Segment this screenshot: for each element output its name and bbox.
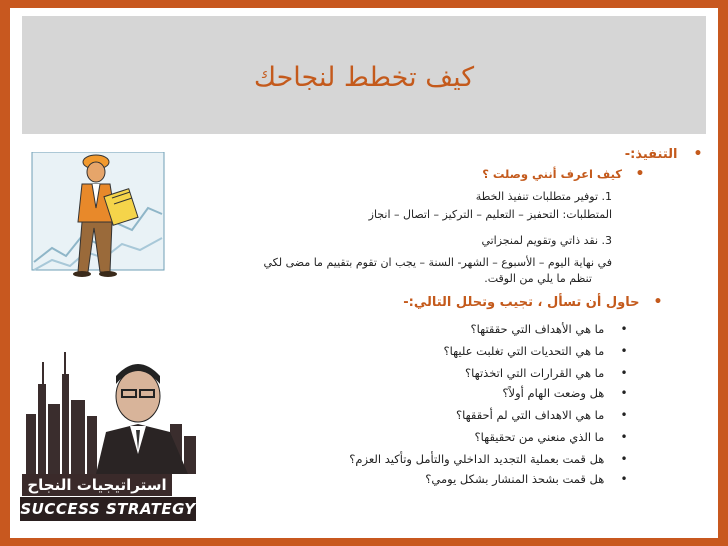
- question-item: • ما الذي منعني من تحقيقها؟: [475, 430, 632, 444]
- question-item: • ما هي القرارات التي اتخذتها؟: [465, 366, 632, 380]
- how-know-heading: • كيف اعرف أنني وصلت ؟: [482, 166, 648, 182]
- title-band: [22, 16, 706, 134]
- slide-title: كيف تخطط لنجاحك: [253, 62, 475, 93]
- bullet-icon: •: [620, 322, 628, 336]
- note-line-2: تنظم ما يلي من الوقت.: [484, 272, 592, 285]
- question-item: • ما هي الأهداف التي حققتها؟: [471, 322, 632, 336]
- logo-english-text: SUCCESS STRATEGY: [20, 497, 196, 521]
- bullet-icon: •: [620, 344, 628, 358]
- bullet-icon: •: [620, 452, 628, 466]
- bullet-icon: •: [635, 166, 645, 182]
- execution-heading: • التنفيذ:-: [625, 146, 706, 162]
- bullet-icon: •: [620, 408, 628, 422]
- clipboard-man-illustration: [22, 152, 174, 286]
- bullet-icon: •: [620, 366, 628, 380]
- question-item: • ما هي التحديات التي تغلبت عليها؟: [443, 344, 632, 358]
- question-item: • ما هي الاهداف التي لم أحققها؟: [456, 408, 632, 422]
- bullet-icon: •: [620, 430, 628, 444]
- note-line-1: في نهاية اليوم – الأسبوع – الشهر- السنة – يجب ان تقوم بتقييم ما مضى لكي: [263, 256, 612, 269]
- item-3: 3. نقد ذاتي وتقويم لمنجزاتي: [481, 234, 612, 247]
- bullet-icon: •: [653, 294, 663, 310]
- success-strategy-logo: [20, 344, 200, 526]
- question-item: • هل قمت بشحذ المنشار بشكل يومي؟: [425, 472, 632, 486]
- questions-heading: • حاول أن تسأل ، تجيب وتحلل التالي:-: [403, 294, 666, 310]
- item-1: 1. توفير متطلبات تنفيذ الخطة: [475, 190, 612, 203]
- bullet-icon: •: [693, 146, 703, 162]
- item-1-detail: المتطلبات: التحفيز – التعليم – التركيز – اتصال – انجاز: [368, 208, 612, 221]
- logo-arabic-text: استراتيجيات النجاح: [22, 474, 172, 496]
- question-item: • هل قمت بعملية التجديد الداخلي والتأمل وتأكيد العزم؟: [349, 452, 632, 466]
- bullet-icon: •: [620, 472, 628, 486]
- bullet-icon: •: [620, 386, 628, 400]
- question-item: • هل وضعت الهام أولاً؟: [502, 386, 632, 400]
